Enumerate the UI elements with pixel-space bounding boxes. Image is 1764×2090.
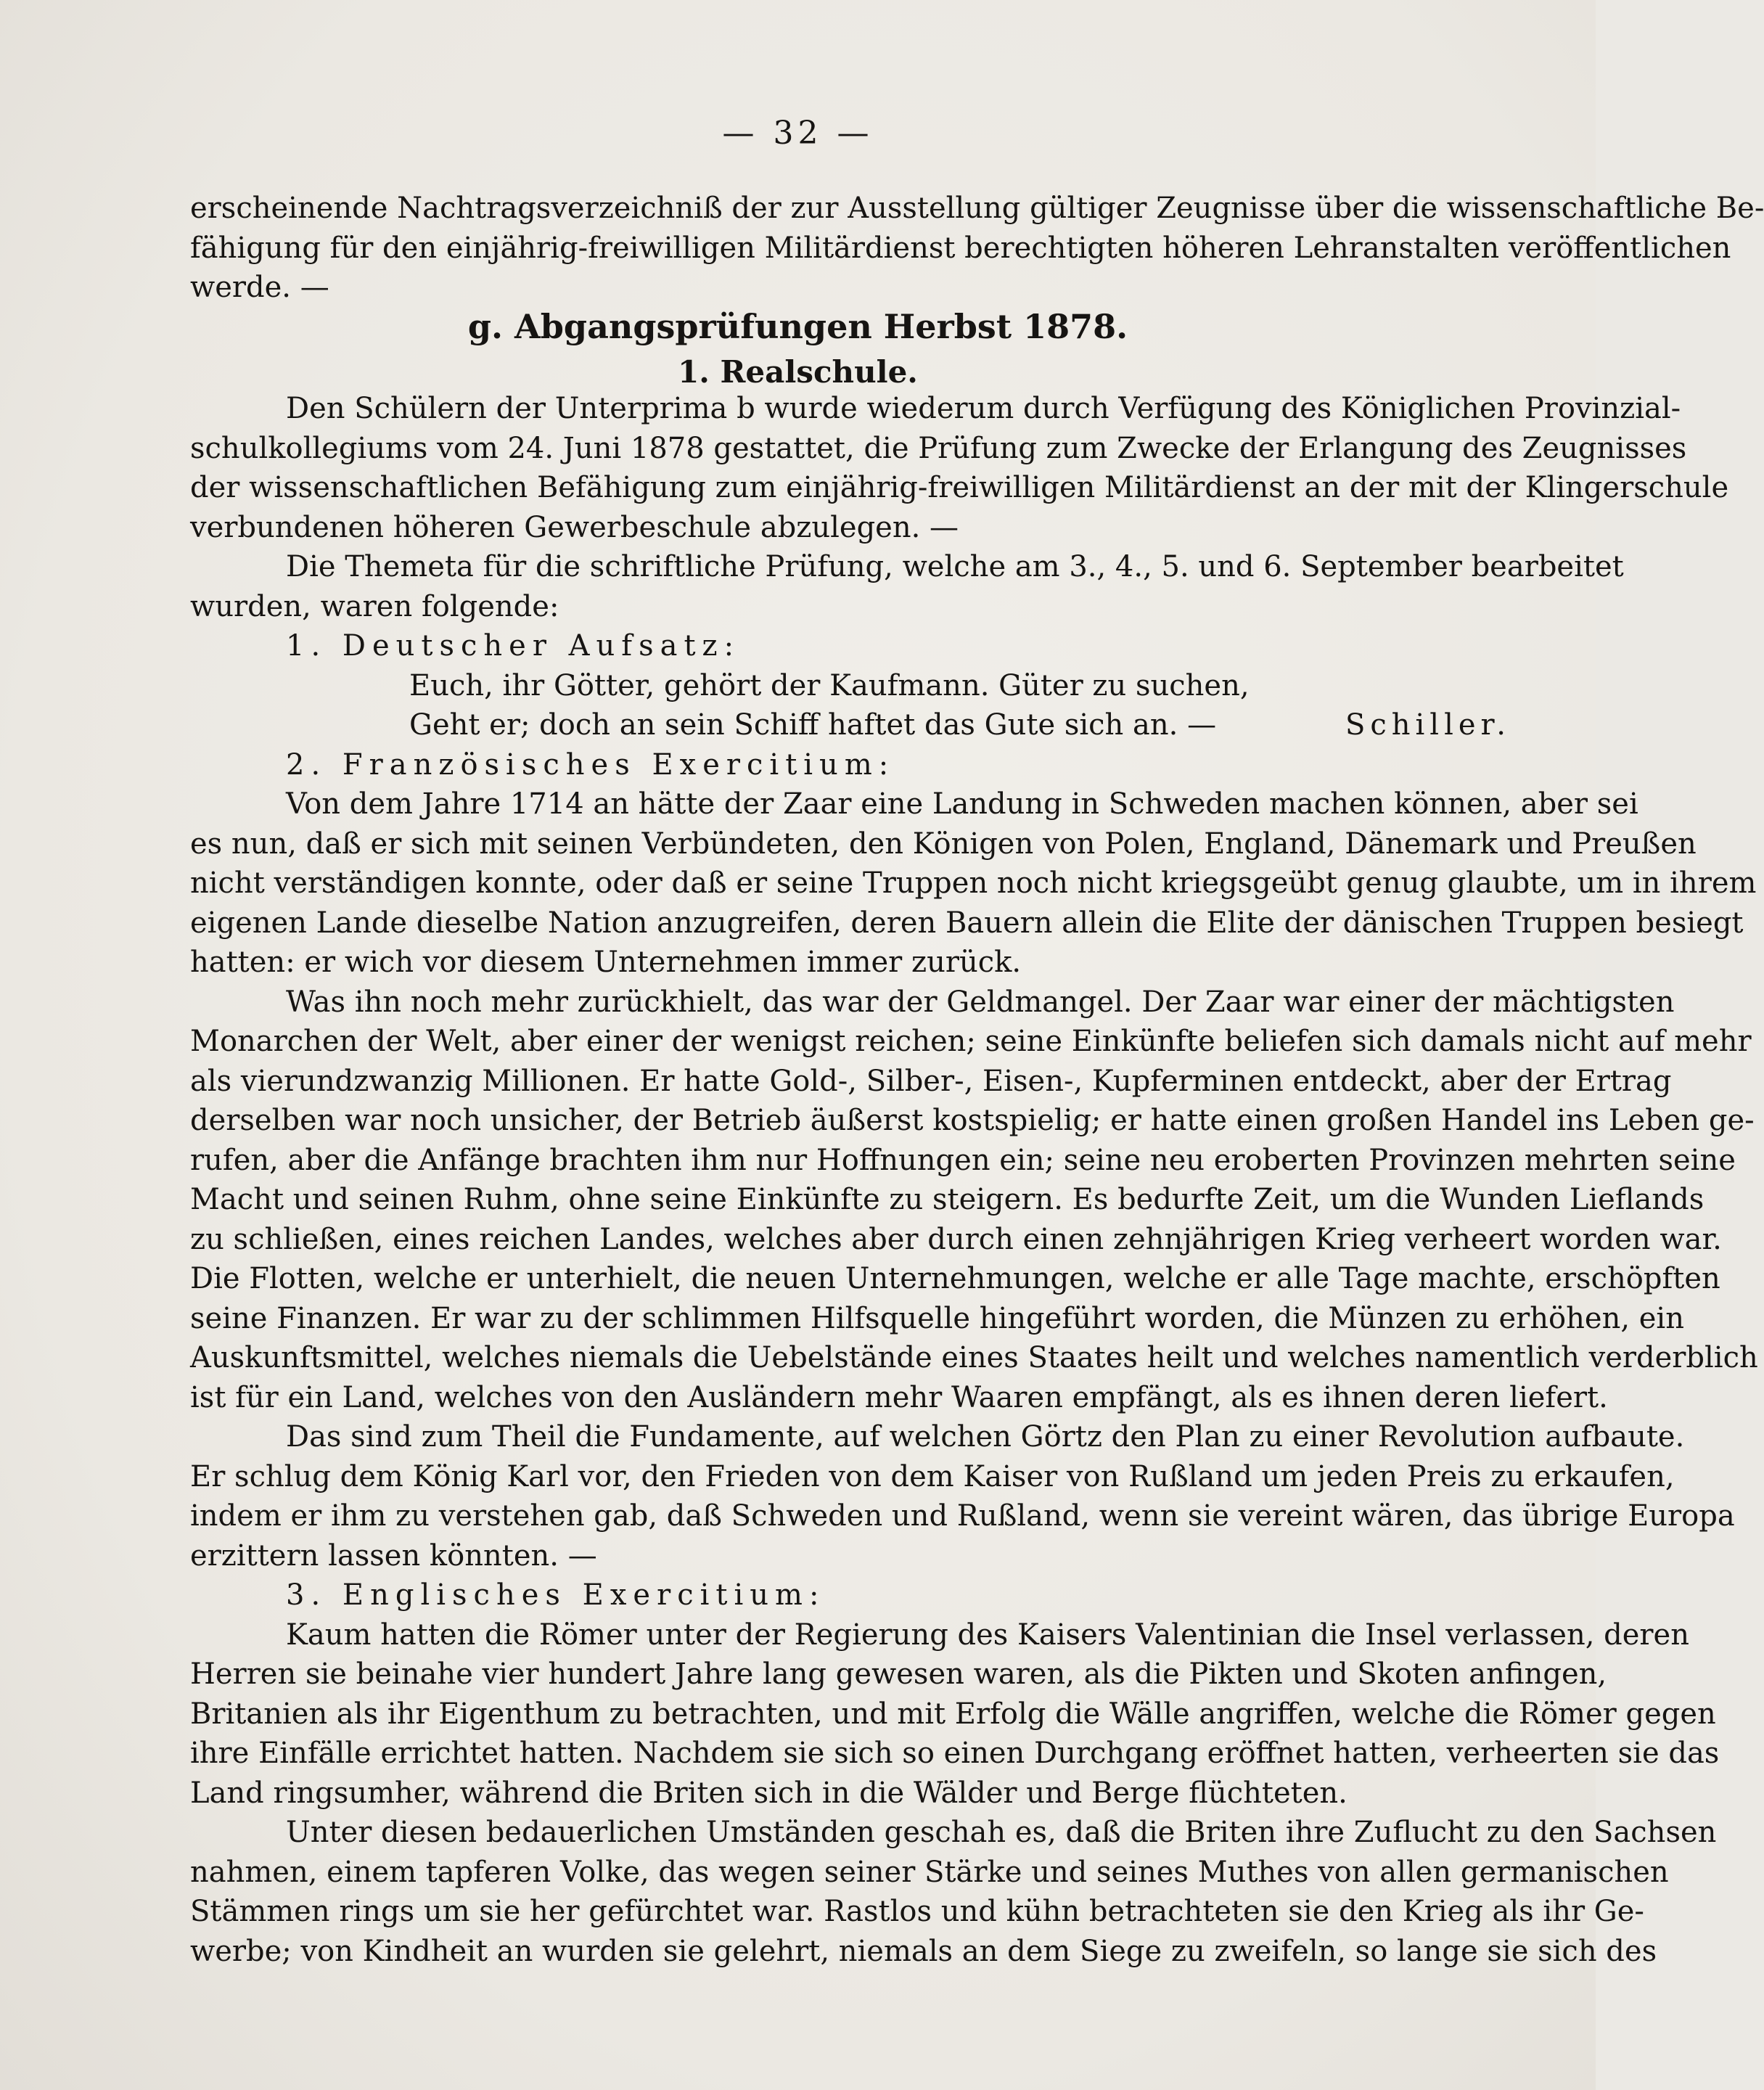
text-line: Stämmen rings um sie her gefürchtet war. Rastlos und kühn betrachteten sie den Krieg als ihr Ge- — [190, 1895, 1644, 1928]
text-line: zu schließen, eines reichen Landes, welches aber durch einen zehnjährigen Krieg verheert worden war. — [190, 1222, 1722, 1256]
text-line: werbe; von Kindheit an wurden sie gelehrt, niemals an dem Siege zu zweifeln, so lange sie sich des — [190, 1934, 1657, 1968]
text-line: Von dem Jahre 1714 an hätte der Zaar eine Landung in Schweden machen können, aber sei — [286, 787, 1638, 821]
text-line: nahmen, einem tapferen Volke, das wegen seiner Stärke und seines Muthes von allen germanischen — [190, 1855, 1669, 1889]
text-line: Monarchen der Welt, aber einer der wenigst reichen; seine Einkünfte beliefen sich damals nicht auf mehr — [190, 1025, 1752, 1058]
text-line: indem er ihm zu verstehen gab, daß Schweden und Rußland, wenn sie vereint wären, das übrige Europa — [190, 1499, 1735, 1533]
text-line: nicht verständigen konnte, oder daß er seine Truppen noch nicht kriegsgeübt genug glaubte, um in ihrem — [190, 866, 1757, 900]
text-line: der wissenschaftlichen Befähigung zum einjährig-freiwilligen Militärdienst an der mit der Klingerschule — [190, 471, 1729, 504]
topic-label: 2. Französisches Exercitium: — [286, 747, 895, 782]
text-line: derselben war noch unsicher, der Betrieb äußerst kostspielig; er hatte einen großen Handel ins Leben ge- — [190, 1104, 1755, 1137]
text-line: Den Schülern der Unterprima b wurde wiederum durch Verfügung des Königlichen Provinzial- — [286, 392, 1681, 425]
text-line: seine Finanzen. Er war zu der schlimmen Hilfsquelle hingeführt worden, die Münzen zu erhöhen, ein — [190, 1301, 1684, 1335]
text-line: Das sind zum Theil die Fundamente, auf welchen Görtz den Plan zu einer Revolution aufbaute. — [286, 1420, 1685, 1454]
poem-author: Schiller. — [1345, 708, 1511, 742]
text-line: Was ihn noch mehr zurückhielt, das war der Geldmangel. Der Zaar war einer der mächtigsten — [286, 985, 1675, 1019]
text-line: ihre Einfälle errichtet hatten. Nachdem sie sich so einen Durchgang eröffnet hatten, verheerten sie das — [190, 1737, 1720, 1770]
text-line: hatten: er wich vor diesem Unternehmen immer zurück. — [190, 946, 1022, 979]
text-line: Die Flotten, welche er unterhielt, die neuen Unternehmungen, welche er alle Tage machte, erschöpften — [190, 1262, 1720, 1295]
text-line: verbundenen höheren Gewerbeschule abzulegen. — — [190, 510, 959, 544]
topic-label: 3. Englisches Exercitium: — [286, 1578, 826, 1612]
text-line: als vierundzwanzig Millionen. Er hatte Gold-, Silber-, Eisen-, Kupferminen entdeckt, aber der Ertrag — [190, 1064, 1672, 1098]
main-body — [190, 389, 1758, 1971]
text-line: ist für ein Land, welches von den Ausländern mehr Waaren empfängt, als es ihnen deren liefert. — [190, 1380, 1608, 1414]
text-line: wurden, waren folgende: — [190, 589, 559, 623]
text-line: fähigung für den einjährig-freiwilligen Militärdienst berechtigten höheren Lehranstalten veröffentlichen — [190, 231, 1731, 265]
text-line: Britanien als ihr Eigenthum zu betrachten, und mit Erfolg die Wälle angriffen, welche die Römer gegen — [190, 1697, 1716, 1731]
text-line: Land ringsumher, während die Briten sich in die Wälder und Berge flüchteten. — [190, 1776, 1347, 1810]
text-line: schulkollegiums vom 24. Juni 1878 gestattet, die Prüfung zum Zwecke der Erlangung des Zeugnisses — [190, 431, 1687, 465]
text-line: Auskunftsmittel, welches niemals die Uebelstände eines Staates heilt und welches namentlich verderblich — [190, 1341, 1758, 1374]
intro-paragraph — [190, 189, 1764, 308]
poem-line — [190, 705, 1511, 745]
text-line: erzittern lassen könnten. — — [190, 1538, 597, 1573]
section-subheading: 1. Realschule. — [678, 354, 918, 390]
poem-line: Euch, ihr Götter, gehört der Kaufmann. Güter zu suchen, — [409, 668, 1250, 702]
text-line: Herren sie beinahe vier hundert Jahre lang gewesen waren, als die Pikten und Skoten anfingen, — [190, 1657, 1607, 1691]
text-line: eigenen Lande dieselbe Nation anzugreifen, deren Bauern allein die Elite der dänischen Truppen besiegt — [190, 906, 1744, 940]
section-heading: g. Abgangsprüfungen Herbst 1878. — [467, 307, 1128, 346]
text-line: Die Themeta für die schriftliche Prüfung, welche am 3., 4., 5. und 6. September bearbeitet — [286, 550, 1624, 583]
poem-line-text: Geht er; doch an sein Schiff haftet das Gute sich an. — — [409, 708, 1217, 742]
page-number: — 32 — — [722, 115, 874, 152]
text-line: Kaum hatten die Römer unter der Regierung des Kaisers Valentinian die Insel verlassen, deren — [286, 1618, 1689, 1652]
text-line: Er schlug dem König Karl vor, den Frieden von dem Kaiser von Rußland um jeden Preis zu erkaufen, — [190, 1459, 1675, 1493]
text-line: es nun, daß er sich mit seinen Verbündeten, den Königen von Polen, England, Dänemark und Preußen — [190, 827, 1697, 861]
topic-label: 1. Deutscher Aufsatz: — [286, 629, 741, 663]
text-line: Macht und seinen Ruhm, ohne seine Einkünfte zu steigern. Es bedurfte Zeit, um die Wunden Lieflands — [190, 1183, 1704, 1216]
text-line: werde. — — [190, 271, 329, 304]
text-line: erscheinende Nachtragsverzeichniß der zur Ausstellung gültiger Zeugnisse über die wissenschaftliche Be- — [190, 192, 1764, 225]
text-line: rufen, aber die Anfänge brachten ihm nur Hoffnungen ein; seine neu eroberten Provinzen mehrten seine — [190, 1143, 1736, 1177]
text-line: Unter diesen bedauerlichen Umständen geschah es, daß die Briten ihre Zuflucht zu den Sachsen — [286, 1816, 1717, 1849]
